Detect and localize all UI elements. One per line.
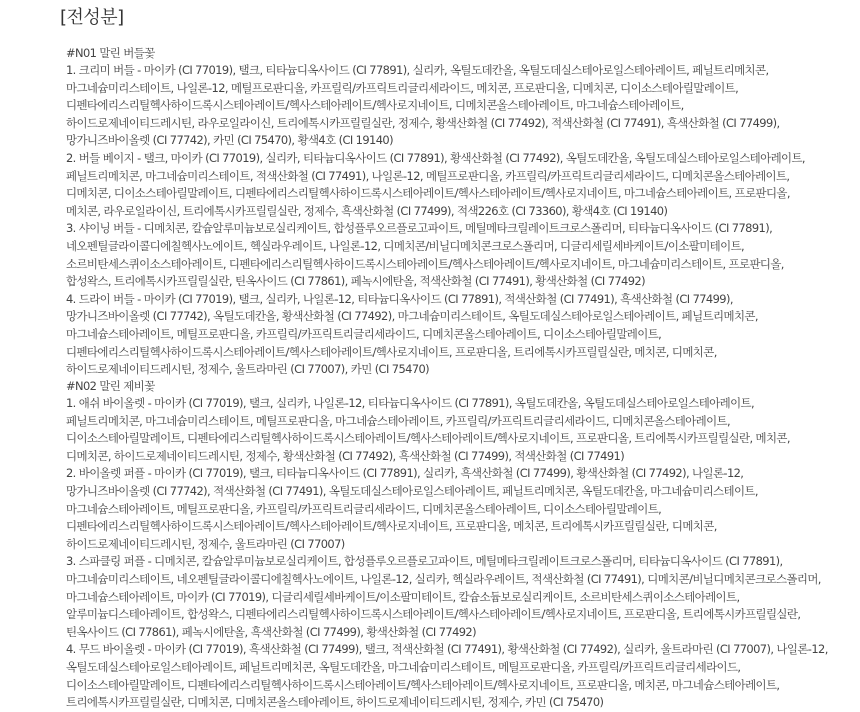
ingredient-line: 망가니즈바이올렛 (CI 77742), 옥틸도데칸올, 황색산화철 (CI 77492), 마그네슘미리스테이트, 옥틸도데실스테아로일스테아레이트, 페닐트리메치콘, — [66, 309, 758, 324]
section-heading: #N02 말린 제비꽃 — [66, 379, 155, 393]
section-n01 — [66, 44, 856, 379]
ingredient-line: 마그네슘스테아레이트, 마이카 (CI 77019), 디글리세릴세바케이트/이소팔미테이트, 칼슘소듐보로실리케이트, 소르비탄세스퀴이소스테아레이트, — [66, 589, 740, 604]
ingredient-line: 디펜타에리스리틸헥사하이드록시스테아레이트/헥사스테아레이트/헥사로지네이트, 디메치콘올스테아레이트, 마그네슘스테아레이트, — [66, 98, 684, 113]
ingredient-line: 1. 애쉬 바이올렛 - 마이카 (CI 77019), 탤크, 실리카, 나일론-12, 티타늄디옥사이드 (CI 77891), 옥틸도데칸올, 옥틸도데실스테아로일스테아레이트, — [66, 396, 755, 410]
ingredient-line: 소르비탄세스퀴이소스테아레이트, 디펜타에리스리틸헥사하이드록시스테아레이트/헥사스테아레이트/헥사로지네이트, 마그네슘미리스테이트, 프로판디올, — [66, 256, 784, 271]
page-title: [전성분] — [60, 7, 124, 28]
section-n02 — [66, 377, 856, 712]
ingredient-line: 디펜타에리스리틸헥사하이드록시스테아레이트/헥사스테아레이트/헥사로지네이트, 프로판디올, 트리에톡시카프릴릴실란, 메치콘, 디메치콘, — [66, 344, 717, 359]
ingredient-line: 3. 샤이닝 버들 - 디메치콘, 칼슘알루미늄보로실리케이트, 합성플루오르플로고파이트, 메틸메타크릴레이트크로스폴리머, 티타늄디옥사이드 (CI 77891), — [66, 221, 773, 236]
ingredient-line: 하이드로제네이티드레시틴, 정제수, 울트라마린 (CI 77007), 카민 (CI 75470) — [66, 362, 430, 377]
ingredient-line: 디펜타에리스리틸헥사하이드록시스테아레이트/헥사스테아레이트/헥사로지네이트, 프로판디올, 메치콘, 트리에톡시카프릴릴실란, 디메치콘, — [66, 519, 717, 534]
section-heading: #N01 말린 버들꽃 — [66, 46, 155, 60]
ingredient-line: 디이소스테아릴말레이트, 디펜타에리스리틸헥사하이드록시스테아레이트/헥사스테아레이트/헥사로지네이트, 프로판디올, 트리에톡시카프릴릴실란, 메치콘, — [66, 431, 790, 446]
ingredient-line: 페닐트리메치콘, 마그네슘미리스테이트, 적색산화철 (CI 77491), 나일론-12, 메틸프로판디올, 카프릴릭/카프릭트리글리세라이드, 디메치콘올스테아레이트, — [66, 168, 790, 183]
ingredient-line: 하이드로제네이티드레시틴, 라우로일라이신, 트리에톡시카프릴릴실란, 정제수, 황색산화철 (CI 77492), 적색산화철 (CI 77491), 흑색산화철 (CI 77499), — [66, 115, 780, 130]
ingredient-line: 디메치콘, 디이소스테아릴말레이트, 디펜타에리스리틸헥사하이드록시스테아레이트/헥사스테아레이트/헥사로지네이트, 마그네슘스테아레이트, 프로판디올, — [66, 186, 790, 201]
ingredient-line: 페닐트리메치콘, 마그네슘미리스테이트, 메틸프로판디올, 마그네슘스테아레이트, 카프릴릭/카프릭트리글리세라이드, 디메치콘올스테아레이트, — [66, 413, 731, 428]
ingredient-line: 마그네슘스테아레이트, 메틸프로판디올, 카프릴릭/카프릭트리글리세라이드, 디메치콘올스테아레이트, 디이소스테아릴말레이트, — [66, 326, 662, 341]
ingredient-lines — [66, 62, 856, 379]
ingredient-lines — [66, 395, 856, 712]
ingredient-line: 망가니즈바이올렛 (CI 77742), 카민 (CI 75470), 황색4호 (CI 19140) — [66, 133, 393, 148]
ingredient-line: 네오펜틸글라이콜디에칠헥사노에이트, 헥실라우레이트, 나일론-12, 디메치콘/비닐디메치콘크로스폴리머, 디글리세릴세바케이트/이소팔미테이트, — [66, 238, 745, 253]
ingredient-line: 옥틸도데실스테아로일스테아레이트, 페닐트리메치콘, 옥틸도데칸올, 마그네슘미리스테이트, 메틸프로판디올, 카프릴릭/카프릭트리글리세라이드, — [66, 659, 741, 674]
ingredient-line: 알루미늄디스테아레이트, 합성왁스, 디펜타에리스리틸헥사하이드록시스테아레이트/헥사스테아레이트/헥사로지네이트, 프로판디올, 트리에톡시카프릴릴실란, — [66, 607, 801, 622]
ingredient-line: 망가니즈바이올렛 (CI 77742), 적색산화철 (CI 77491), 옥틸도데실스테아로일스테아레이트, 페닐트리메치콘, 옥틸도데칸올, 마그네슘미리스테이트, — [66, 483, 758, 498]
ingredient-line: 마그네슘스테아레이트, 메틸프로판디올, 카프릴릭/카프릭트리글리세라이드, 디메치콘올스테아레이트, 디이소스테아릴말레이트, — [66, 501, 662, 516]
ingredient-line: 메치콘, 라우로일라이신, 트리에톡시카프릴릴실란, 정제수, 흑색산화철 (CI 77499), 적색226호 (CI 73360), 황색4호 (CI 19140) — [66, 203, 668, 218]
ingredient-line: 틴옥사이드 (CI 77861), 페녹시에탄올, 흑색산화철 (CI 77499), 황색산화철 (CI 77492) — [66, 624, 476, 639]
ingredient-line: 4. 무드 바이올렛 - 마이카 (CI 77019), 흑색산화철 (CI 77499), 탤크, 적색산화철 (CI 77491), 황색산화철 (CI 77492), 실리카, 울트라마린 (CI 77007), 나일론-12, — [66, 642, 828, 657]
ingredient-line: 2. 바이올렛 퍼플 - 마이카 (CI 77019), 탤크, 티타늄디옥사이드 (CI 77891), 실리카, 흑색산화철 (CI 77499), 황색산화철 (CI 77492), 나일론-12, — [66, 466, 744, 481]
ingredient-line: 마그네슘미리스테이트, 네오펜틸글라이콜디에칠헥사노에이트, 나일론-12, 실리카, 헥실라우레이트, 적색산화철 (CI 77491), 디메치콘/비닐디메치콘크로스폴리머, — [66, 571, 821, 586]
ingredient-line: 마그네슘미리스테이트, 나일론-12, 메틸프로판디올, 카프릴릭/카프릭트리글리세라이드, 메치콘, 프로판디올, 디메치콘, 디이소스테아릴말레이트, — [66, 80, 739, 95]
ingredient-line: 합성왁스, 트리에톡시카프릴릴실란, 틴옥사이드 (CI 77861), 페녹시에탄올, 적색산화철 (CI 77491), 황색산화철 (CI 77492) — [66, 274, 645, 289]
ingredient-line: 4. 드라이 버들 - 마이카 (CI 77019), 탤크, 실리카, 나일론-12, 티타늄디옥사이드 (CI 77891), 적색산화철 (CI 77491), 흑색산화철 (CI 77499), — [66, 291, 733, 306]
ingredient-line: 하이드로제네이티드레시틴, 정제수, 울트라마린 (CI 77007) — [66, 536, 345, 551]
ingredient-line: 디메치콘, 하이드로제네이티드레시틴, 정제수, 황색산화철 (CI 77492), 흑색산화철 (CI 77499), 적색산화철 (CI 77491) — [66, 448, 625, 463]
ingredient-line: 2. 버들 베이지 - 탤크, 마이카 (CI 77019), 실리카, 티타늄디옥사이드 (CI 77891), 황색산화철 (CI 77492), 옥틸도데칸올, 옥틸도데실스테아로일스테아레이트, — [66, 150, 805, 165]
ingredient-line: 3. 스파클링 퍼플 - 디메치콘, 칼슘알루미늄보로실리케이트, 합성플루오르플로고파이트, 메틸메타크릴레이트크로스폴리머, 티타늄디옥사이드 (CI 77891), — [66, 554, 783, 569]
ingredient-line: 디이소스테아릴말레이트, 디펜타에리스리틸헥사하이드록시스테아레이트/헥사스테아레이트/헥사로지네이트, 프로판디올, 메치콘, 마그네슘스테아레이트, — [66, 677, 780, 692]
ingredient-line: 트리에톡시카프릴릴실란, 디메치콘, 디메치콘올스테아레이트, 하이드로제네이티드레시틴, 정제수, 카민 (CI 75470) — [66, 695, 604, 710]
ingredient-line: 1. 크리미 버들 - 마이카 (CI 77019), 탤크, 티타늄디옥사이드 (CI 77891), 실리카, 옥틸도데칸올, 옥틸도데실스테아로일스테아레이트, 페닐트리메치콘, — [66, 63, 769, 77]
